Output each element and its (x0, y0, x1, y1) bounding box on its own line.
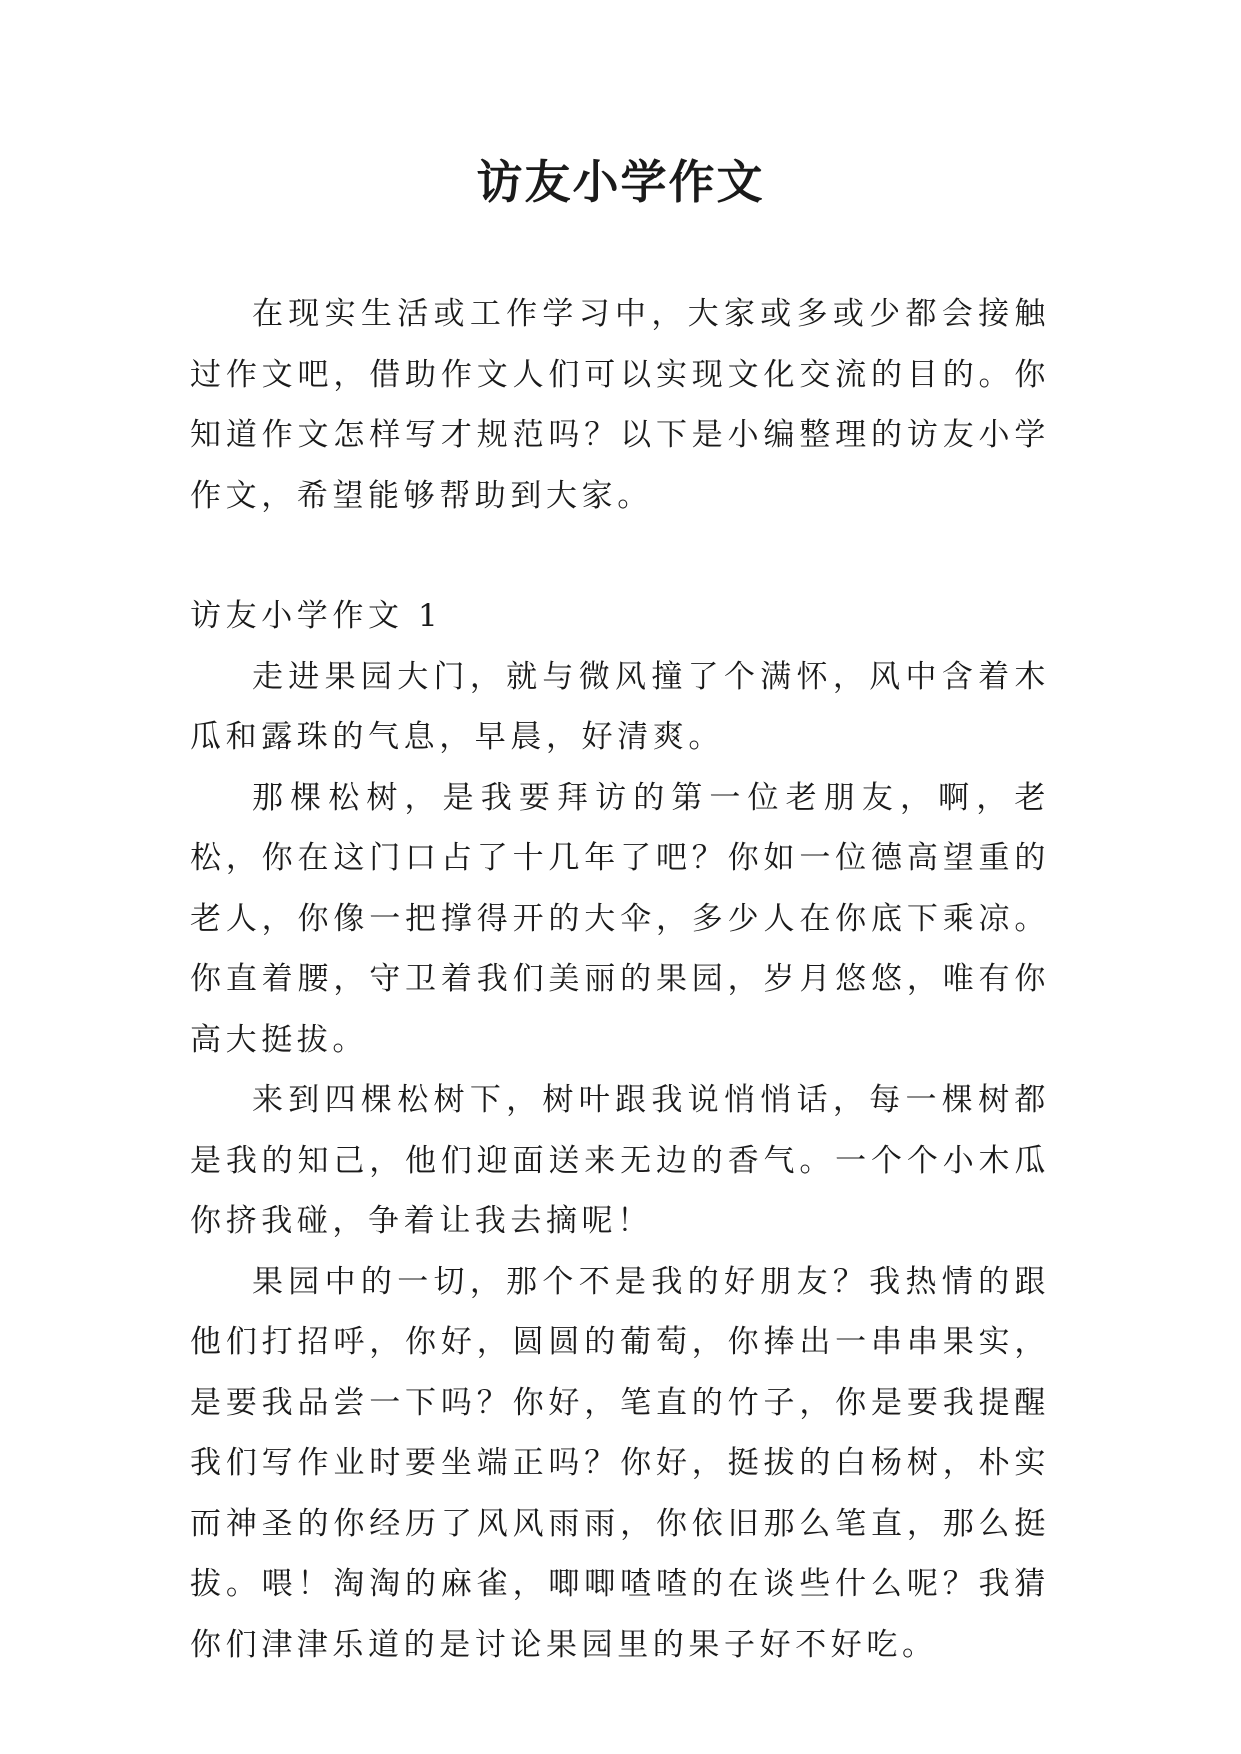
body-paragraph: 走进果园大门，就与微风撞了个满怀，风中含着木瓜和露珠的气息，早晨，好清爽。 (190, 658, 1050, 755)
body-paragraph: 来到四棵松树下，树叶跟我说悄悄话，每一棵树都是我的知己，他们迎面送来无边的香气。一个个小木瓜你挤我碰，争着让我去摘呢！ (190, 1082, 1050, 1239)
document-body (190, 284, 1050, 1675)
section-heading: 访友小学作文 1 (190, 598, 443, 634)
intro-paragraph: 在现实生活或工作学习中，大家或多或少都会接触过作文吧，借助作文人们可以实现文化交流的目的。你知道作文怎样写才规范吗？以下是小编整理的访友小学作文，希望能够帮助到大家。 (190, 296, 1050, 514)
document-title: 访友小学作文 (476, 155, 765, 209)
body-paragraph: 那棵松树，是我要拜访的第一位老朋友，啊，老松，你在这门口占了十几年了吧？你如一位德高望重的老人，你像一把撑得开的大伞，多少人在你底下乘凉。你直着腰，守卫着我们美丽的果园，岁月悠悠，唯有你高大挺拔。 (190, 779, 1050, 1058)
body-paragraph: 果园中的一切，那个不是我的好朋友？我热情的跟他们打招呼，你好，圆圆的葡萄，你捧出一串串果实，是要我品尝一下吗？你好，笔直的竹子，你是要我提醒我们写作业时要坐端正吗？你好，挺拔的白杨树，朴实而神圣的你经历了风风雨雨，你依旧那么笔直，那么挺拔。喂！淘淘的麻雀，唧唧喳喳的在谈些什么呢？我猜你们津津乐道的是讨论果园里的果子好不好吃。 (190, 1263, 1050, 1663)
